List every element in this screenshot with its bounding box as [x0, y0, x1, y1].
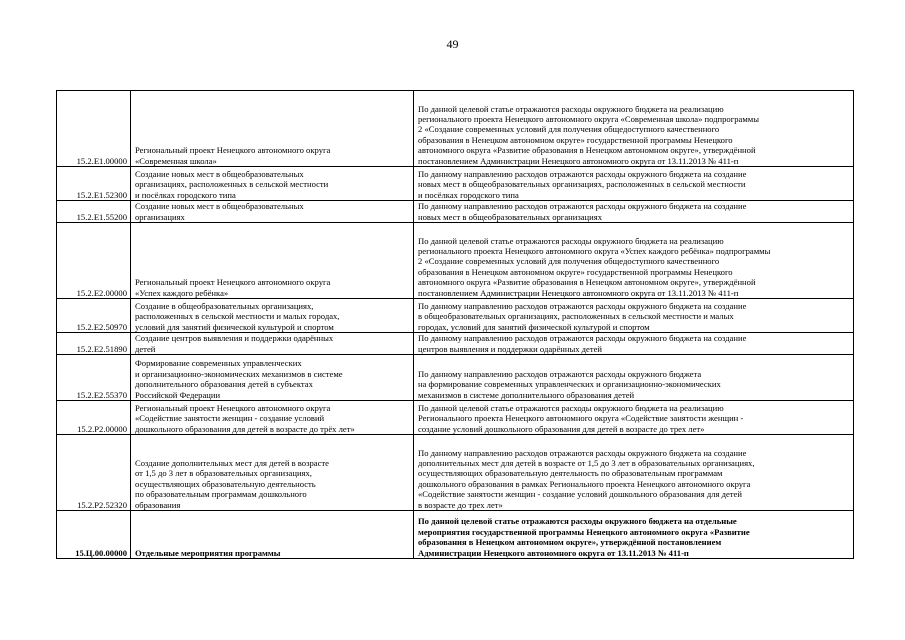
row-code-cell: 15.2.E2.00000 — [57, 223, 131, 299]
table-body — [57, 91, 854, 559]
row-code-cell: 15.2.E2.51890 — [57, 333, 131, 355]
row-name-cell: Региональный проект Ненецкого автономного округа «Содействие занятости женщин - создание условий дошкольного образования для детей в возрасте до трёх лет» — [131, 401, 414, 435]
table-row — [57, 401, 854, 435]
page-number: 49 — [446, 37, 459, 51]
row-code-cell: 15.2.E2.50970 — [57, 299, 131, 333]
row-description-cell: По данной целевой статье отражаются расходы окружного бюджета на отдельные мероприятия государственной программы Ненецкого автономного округа «Развитие образования в Ненецком автономном округе», утверждённой постановлением Администрации Ненецкого автономного округа от 13.11.2013 № 411-п — [414, 511, 854, 559]
row-name-cell: Создание дополнительных мест для детей в возрасте от 1,5 до 3 лет в образовательных организациях, осуществляющих образовательную деятельность по образовательным программам дошкольного образования — [131, 435, 414, 511]
table-row — [57, 355, 854, 401]
row-code-cell: 15.2.P2.52320 — [57, 435, 131, 511]
row-name-cell: Создание в общеобразовательных организациях, расположенных в сельской местности и малых городах, условий для занятий физической культурой и спортом — [131, 299, 414, 333]
row-description-cell: По данному направлению расходов отражаются расходы окружного бюджета на создание дополнительных мест для детей в возрасте от 1,5 до 3 лет в образовательных организациях, осуществляющих образовательную деятельность по образовательным программам дошкольного образования в рамках Регионального проекта Ненецкого автономного округа «Содействие занятости женщин - создание условий дошкольного образования для детей в возрасте до трех лет» — [414, 435, 854, 511]
row-description-cell: По данному направлению расходов отражаются расходы окружного бюджета на создание в общеобразовательных организациях, расположенных в сельской местности и малых городах, условий для занятий физической культурой и спортом — [414, 299, 854, 333]
row-name-cell: Отдельные мероприятия программы — [131, 511, 414, 559]
row-description-cell: По данному направлению расходов отражаются расходы окружного бюджета на создание новых мест в общеобразовательных организациях — [414, 201, 854, 223]
row-description-cell: По данной целевой статье отражаются расходы окружного бюджета на реализацию регионального проекта Ненецкого автономного округа «Современная школа» подпрограммы 2 «Создание современных условий для получения общедоступного качественного образования в Ненецком автономном округе» государственной программы Ненецкого автономного округа «Развитие образования в Ненецком автономном округе», утверждённой постановлением Администрации Ненецкого автономного округа от 13.11.2013 № 411-п — [414, 91, 854, 167]
row-code-cell: 15.2.E2.55370 — [57, 355, 131, 401]
row-code-cell: 15.2.E1.00000 — [57, 91, 131, 167]
row-name-cell: Формирование современных управленческих и организационно-экономических механизмов в системе дополнительного образования детей в субъектах Российской Федерации — [131, 355, 414, 401]
row-code-cell: 15.Ц.00.00000 — [57, 511, 131, 559]
table-row — [57, 511, 854, 559]
row-name-cell: Региональный проект Ненецкого автономного округа «Успех каждого ребёнка» — [131, 223, 414, 299]
row-code-cell: 15.2.P2.00000 — [57, 401, 131, 435]
row-description-cell: По данному направлению расходов отражаются расходы окружного бюджета на создание новых мест в общеобразовательных организациях, расположенных в сельской местности и посёлках городского типа — [414, 167, 854, 201]
budget-classification-table — [56, 90, 854, 559]
row-description-cell: По данному направлению расходов отражаются расходы окружного бюджета на создание центров выявления и поддержки одарённых детей — [414, 333, 854, 355]
table-row — [57, 299, 854, 333]
row-name-cell: Создание новых мест в общеобразовательных организациях, расположенных в сельской местности и посёлках городского типа — [131, 167, 414, 201]
row-name-cell: Создание центров выявления и поддержки одарённых детей — [131, 333, 414, 355]
table-row — [57, 333, 854, 355]
table-row — [57, 223, 854, 299]
row-name-cell: Региональный проект Ненецкого автономного округа «Современная школа» — [131, 91, 414, 167]
row-code-cell: 15.2.E1.55200 — [57, 201, 131, 223]
row-description-cell: По данной целевой статье отражаются расходы окружного бюджета на реализацию Регионального проекта Ненецкого автономного округа «Содействие занятости женщин - создание условий дошкольного образования для детей в возрасте до трех лет» — [414, 401, 854, 435]
table-row — [57, 435, 854, 511]
row-code-cell: 15.2.E1.52300 — [57, 167, 131, 201]
row-description-cell: По данной целевой статье отражаются расходы окружного бюджета на реализацию регионального проекта Ненецкого автономного округа «Успех каждого ребёнка» подпрограммы 2 «Создание современных условий для получения общедоступного качественного образования в Ненецком автономном округе» государственной программы Ненецкого автономного округа «Развитие образования в Ненецком автономном округе», утверждённой постановлением Администрации Ненецкого автономного округа от 13.11.2013 № 411-п — [414, 223, 854, 299]
table-row — [57, 167, 854, 201]
table-row — [57, 91, 854, 167]
row-name-cell: Создание новых мест в общеобразовательных организациях — [131, 201, 414, 223]
row-description-cell: По данному направлению расходов отражаются расходы окружного бюджета на формирование современных управленческих и организационно-экономических механизмов в системе дополнительного образования детей — [414, 355, 854, 401]
table-row — [57, 201, 854, 223]
